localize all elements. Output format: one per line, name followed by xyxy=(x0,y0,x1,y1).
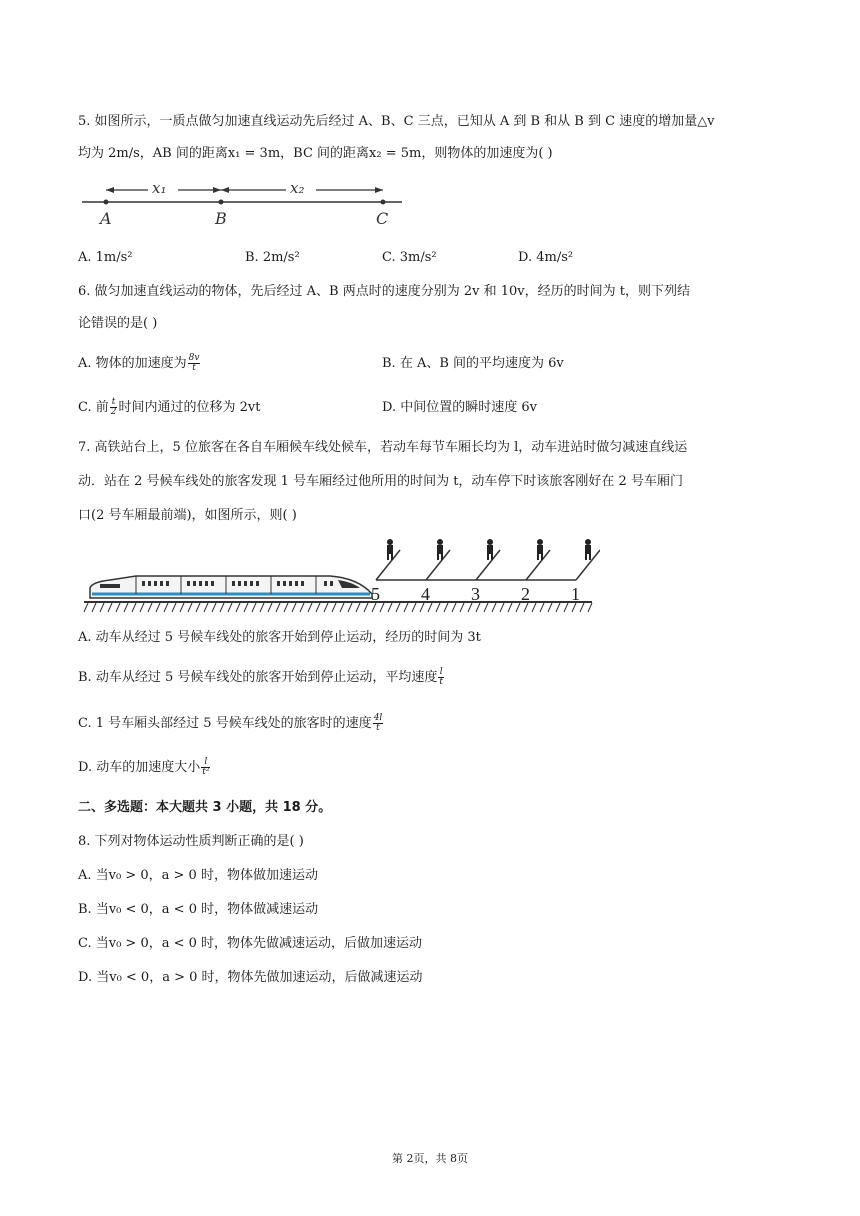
q7-option-c-fraction xyxy=(373,714,384,733)
q5-fig-label-x2: x₂ xyxy=(290,179,305,197)
q5-stem-line1: 5. 如图所示，一质点做匀加速直线运动先后经过 A、B、C 三点，已知从 A 到 B 和从 B 到 C 速度的增加量△v xyxy=(78,114,715,129)
fraction-denominator: t xyxy=(439,677,443,687)
fraction-denominator: t xyxy=(376,723,380,733)
q5-fig-label-c: C xyxy=(376,209,389,228)
q5-fig-label-b: B xyxy=(215,209,227,228)
fraction-denominator: t² xyxy=(202,767,210,777)
q6-option-d: D. 中间位置的瞬时速度 6v xyxy=(382,400,537,415)
platform-number-4: 4 xyxy=(421,584,430,604)
q8-option-d: D. 当v₀ < 0，a > 0 时，物体先做加速运动，后做减速运动 xyxy=(78,970,423,985)
page-footer: 第 2页，共 8页 xyxy=(392,1152,468,1165)
q6-option-c-prefix: C. 前 xyxy=(78,400,109,415)
q5-option-a: A. 1m/s² xyxy=(78,250,133,265)
fraction-numerator: 4l xyxy=(373,713,383,723)
section-heading: 二、多选题：本大题共 3 小题，共 18 分。 xyxy=(78,800,332,815)
q7-option-d-text: D. 动车的加速度大小 xyxy=(78,760,201,775)
q8-option-c: C. 当v₀ > 0，a < 0 时，物体先做减速运动，后做加速运动 xyxy=(78,936,423,951)
q5-figure xyxy=(80,178,410,230)
fraction-numerator: t xyxy=(110,398,118,408)
q7-option-b-text: B. 动车从经过 5 号候车线处的旅客开始到停止运动，平均速度 xyxy=(78,670,438,685)
q5-option-d: D. 4m/s² xyxy=(518,250,574,265)
q7-stem-line1: 7. 高铁站台上，5 位旅客在各自车厢候车线处候车，若动车每节车厢长均为 l，动车进站时做匀减速直线运 xyxy=(78,440,688,455)
q7-option-d-fraction xyxy=(201,758,210,777)
platform-number-2: 2 xyxy=(521,584,530,604)
q8-option-a: A. 当v₀ > 0，a > 0 时，物体做加速运动 xyxy=(78,868,318,883)
q8-stem: 8. 下列对物体运动性质判断正确的是( ) xyxy=(78,834,304,849)
q6-option-a xyxy=(78,354,201,374)
q8-option-b: B. 当v₀ < 0，a < 0 时，物体做减速运动 xyxy=(78,902,319,917)
q7-option-c-text: C. 1 号车厢头部经过 5 号候车线处的旅客时的速度 xyxy=(78,716,372,731)
q7-stem-line2: 动．站在 2 号候车线处的旅客发现 1 号车厢经过他所用的时间为 t，动车停下时该旅客刚好在 2 号车厢门 xyxy=(78,474,683,489)
q6-stem-line1: 6. 做匀加速直线运动的物体，先后经过 A、B 两点时的速度分别为 2v 和 10v，经历的时间为 t，则下列结 xyxy=(78,284,690,299)
fraction-numerator: l xyxy=(201,758,210,768)
fraction-denominator: 2 xyxy=(110,407,117,417)
train-illustration xyxy=(90,576,372,598)
fraction-denominator: t xyxy=(192,363,196,373)
q5-fig-label-x1: x₁ xyxy=(152,179,167,197)
q7-option-b-fraction xyxy=(438,668,444,687)
q5-stem-line2: 均为 2m/s，AB 间的距离x₁ = 3m，BC 间的距离x₂ = 5m，则物体的加速度为( ) xyxy=(78,146,553,161)
q7-option-a: A. 动车从经过 5 号候车线处的旅客开始到停止运动，经历的时间为 3t xyxy=(78,630,481,645)
q6-option-a-text: A. 物体的加速度为 xyxy=(78,356,187,371)
q5-option-c: C. 3m/s² xyxy=(382,250,437,265)
platform-number-1: 1 xyxy=(571,584,580,604)
platform-number-3: 3 xyxy=(471,584,480,604)
q6-option-a-fraction xyxy=(188,354,201,373)
q6-stem-line2: 论错误的是( ) xyxy=(78,316,158,331)
q6-option-b: B. 在 A、B 间的平均速度为 6v xyxy=(382,356,564,371)
q7-option-c xyxy=(78,714,384,734)
q5-option-b: B. 2m/s² xyxy=(245,250,300,265)
q6-option-c-fraction xyxy=(110,398,118,417)
q6-option-c-suffix: 时间内通过的位移为 2vt xyxy=(118,400,261,415)
fraction-numerator: l xyxy=(439,667,443,677)
q5-fig-label-a: A xyxy=(100,209,112,228)
q7-stem-line3: 口(2 号车厢最前端)，如图所示，则( ) xyxy=(78,508,297,523)
q7-train-figure xyxy=(80,536,600,622)
q7-option-d xyxy=(78,758,211,778)
platform-number-5: 5 xyxy=(371,584,380,604)
fraction-numerator: 8v xyxy=(188,353,200,363)
q7-option-b xyxy=(78,668,445,688)
q6-option-c xyxy=(78,398,260,418)
